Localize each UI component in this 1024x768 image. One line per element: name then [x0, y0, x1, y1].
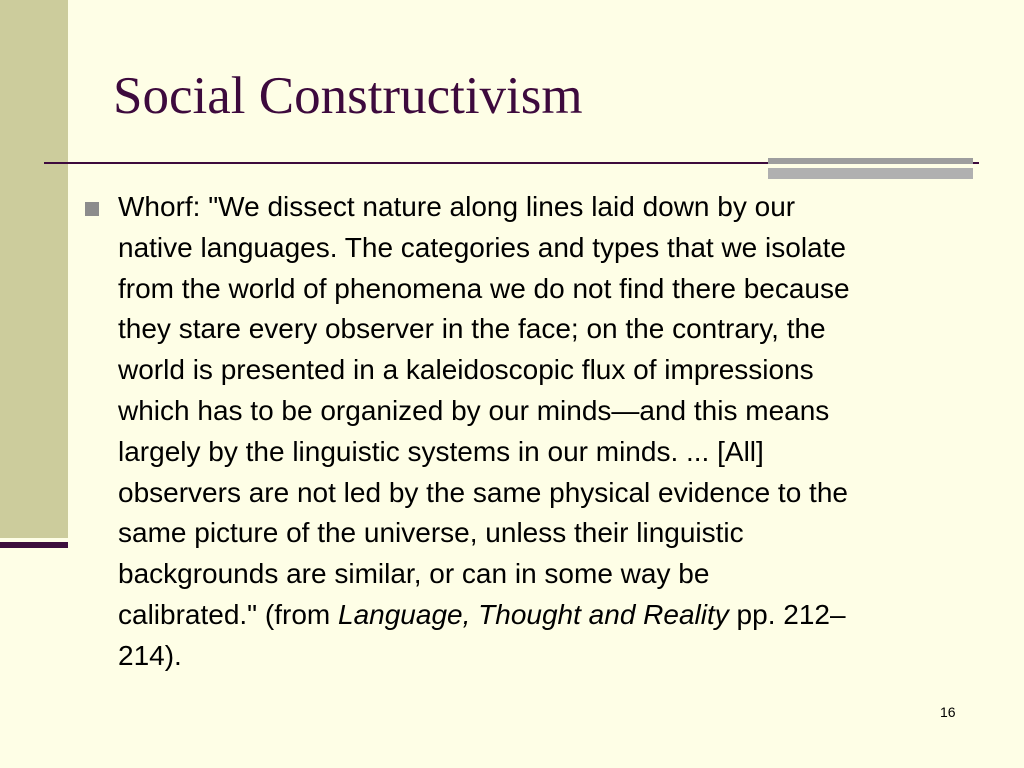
- slide-number: 16: [940, 704, 956, 720]
- bullet-line: backgrounds are similar, or can in some way be: [118, 558, 710, 590]
- bullet-quote: [118, 187, 1018, 677]
- left-accent-bar: [0, 542, 68, 548]
- bullet-line: world is presented in a kaleidoscopic flux of impressions: [118, 354, 814, 386]
- bullet-line: largely by the linguistic systems in our minds. ... [All]: [118, 435, 764, 467]
- decorative-grey-bar-top: [768, 158, 973, 164]
- bullet-line: Whorf: "We dissect nature along lines laid down by our: [118, 191, 796, 222]
- citation-pages: pp. 212–: [728, 598, 846, 630]
- bullet-final-line: 214).: [118, 639, 182, 671]
- decorative-grey-bar-bottom: [768, 168, 973, 179]
- slide-title: Social Constructivism: [113, 67, 583, 125]
- bullet-line: same picture of the universe, unless their linguistic: [118, 517, 744, 549]
- bullet-line: which has to be organized by our minds—and this means: [118, 394, 830, 426]
- bullet-line: from the world of phenomena we do not find there because: [118, 272, 850, 304]
- citation-prefix: calibrated." (from: [118, 598, 339, 630]
- bullet-line: they stare every observer in the face; on the contrary, the: [118, 313, 826, 345]
- left-decorative-band: [0, 0, 68, 538]
- book-title: Language, Thought and Reality: [338, 598, 729, 630]
- bullet-line: observers are not led by the same physical evidence to the: [118, 476, 848, 508]
- bullet-line: native languages. The categories and types that we isolate: [118, 231, 846, 263]
- square-bullet-icon: [85, 202, 99, 216]
- bullet-citation-line: [118, 595, 1018, 636]
